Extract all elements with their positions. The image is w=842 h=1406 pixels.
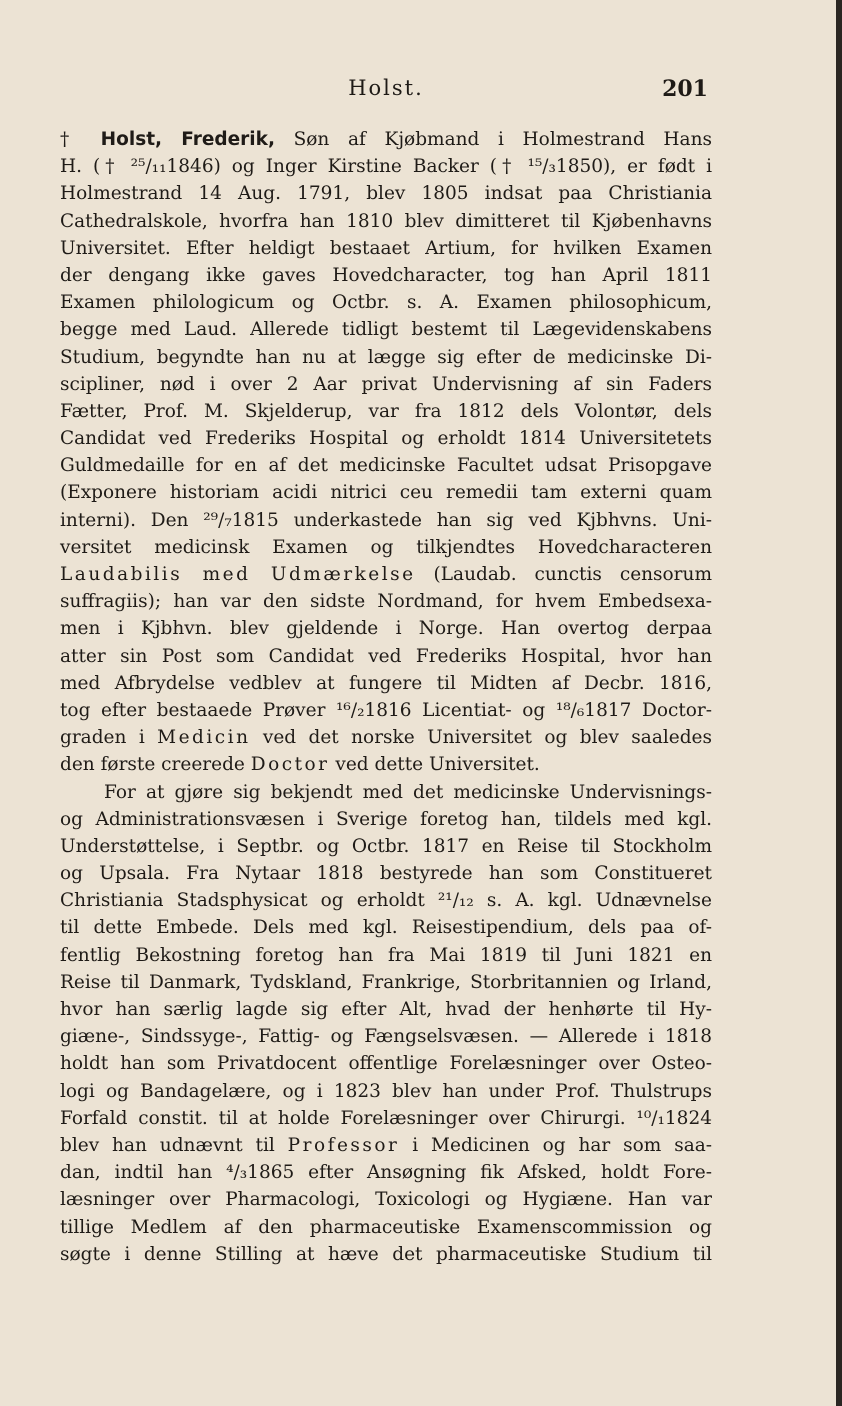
text-segment: ved dette Universitet. [329, 754, 540, 776]
text-line: Cathedralskole, hvorfra han 1810 blev dimitteret til Kjøbenhavns [60, 210, 712, 232]
text-line: interni). Den ²⁹/₇1815 underkastede han sig ved Kjbhvns. Uni- [60, 509, 712, 531]
spaced-text: Medicin [157, 727, 251, 749]
text-line: hvor han særlig lagde sig efter Alt, hvad der henhørte til Hy- [60, 999, 712, 1020]
text-line: (Exponere historiam acidi nitrici ceu remedii tam externi quam [60, 482, 712, 504]
text-line: tog efter bestaaede Prøver ¹⁶/₂1816 Licentiat- og ¹⁸/₆1817 Doctor- [60, 699, 712, 721]
text-line: Understøttelse, i Septbr. og Octbr. 1817 en Reise til Stockholm [60, 835, 712, 857]
text-line: Guldmedaille for en af det medicinske Facultet udsat Prisopgave [60, 455, 712, 477]
text-line: begge med Laud. Allerede tidligt bestemt til Lægevidenskabens [60, 319, 712, 341]
text-line-1-rest: Søn af Kjøbmand i Holmestrand Hans [274, 129, 712, 150]
text-line-23 [60, 724, 712, 751]
text-line: scipliner, nød i over 2 Aar privat Undervisning af sin Faders [60, 373, 712, 395]
page-number: 201 [662, 76, 708, 102]
running-head [60, 76, 712, 106]
text-line: Studium, begyndte han nu at lægge sig efter de medicinske Di- [60, 346, 712, 368]
text-segment: i Medicinen og har som saa- [399, 1134, 713, 1156]
text-line: Fætter, Prof. M. Skjelderup, var fra 1812 dels Volontør, dels [60, 400, 712, 422]
text-line-38 [60, 1132, 712, 1159]
spaced-text: Doctor [250, 754, 330, 776]
text-line: og Administrationsvæsen i Sverige foretog han, tildels med kgl. [60, 808, 712, 830]
spaced-text: Laudabilis med Udmærkelse [60, 564, 416, 585]
entry-text [60, 126, 712, 1268]
entry-name: Holst, Frederik, [100, 129, 275, 150]
text-line: atter sin Post som Candidat ved Frederiks Hospital, hvor han [60, 645, 712, 667]
text-line: Examen philologicum og Octbr. s. A. Examen philosophicum, [60, 292, 712, 314]
text-segment: (Laudab. cunctis censorum [415, 564, 712, 585]
text-line: Holmestrand 14 Aug. 1791, blev 1805 indsat paa Christiania [60, 183, 712, 205]
text-segment: den første creerede [60, 754, 251, 776]
text-line-1 [60, 126, 712, 153]
text-line: Forfald constit. til at holde Forelæsninger over Chirurgi. ¹⁰/₁1824 [60, 1107, 712, 1129]
text-line: og Upsala. Fra Nytaar 1818 bestyrede han som Constitueret [60, 863, 712, 885]
text-line: versitet medicinsk Examen og tilkjendtes Hovedcharacteren [60, 536, 712, 558]
text-line: For at gjøre sig bekjendt med det medicinske Undervisnings- [104, 781, 712, 803]
text-line-17 [60, 561, 712, 588]
text-line: Christiania Stadsphysicat og erholdt ²¹/₁₂ s. A. kgl. Udnævnelse [60, 890, 712, 912]
text-line: H. († ²⁵/₁₁1846) og Inger Kirstine Backer († ¹⁵/₃1850), er født i [60, 156, 712, 178]
text-line: dan, indtil han ⁴/₃1865 efter Ansøgning fik Afsked, holdt Fore- [60, 1162, 712, 1184]
text-segment: ved det norske Universitet og blev saaledes [250, 727, 712, 749]
text-line: fentlig Bekostning foretog han fra Mai 1819 til Juni 1821 en [60, 944, 712, 966]
text-line: Reise til Danmark, Tydskland, Frankrige, Storbritannien og Irland, [60, 971, 712, 993]
text-line: til dette Embede. Dels med kgl. Reisestipendium, dels paa of- [60, 917, 712, 939]
text-line: men i Kjbhvn. blev gjeldende i Norge. Han overtog derpaa [60, 618, 712, 640]
text-line: logi og Bandagelære, og i 1823 blev han under Prof. Thulstrups [60, 1080, 712, 1102]
text-line: Candidat ved Frederiks Hospital og erholdt 1814 Universitetets [60, 428, 712, 450]
text-line-24 [60, 751, 712, 778]
text-line: tillige Medlem af den pharmaceutiske Examenscommission og [60, 1216, 712, 1238]
text-segment: graden i [60, 727, 158, 749]
text-line: suffragiis); han var den sidste Nordmand, for hvem Embedsexa- [60, 591, 712, 613]
text-line: søgte i denne Stilling at hæve det pharmaceutiske Studium til [60, 1243, 712, 1265]
dagger-mark: † [60, 129, 83, 150]
text-segment: blev han udnævnt til [60, 1134, 288, 1156]
text-line: giæne-, Sindssyge-, Fattig- og Fængselsvæsen. — Allerede i 1818 [60, 1026, 712, 1048]
spaced-text: Professor [287, 1134, 400, 1156]
text-line: holdt han som Privatdocent offentlige Forelæsninger over Osteo- [60, 1053, 712, 1075]
text-line: med Afbrydelse vedblev at fungere til Midten af Decbr. 1816, [60, 672, 712, 694]
running-head-title: Holst. [348, 76, 424, 100]
text-line: der dengang ikke gaves Hovedcharacter, tog han April 1811 [60, 264, 712, 286]
text-line: læsninger over Pharmacologi, Toxicologi og Hygiæne. Han var [60, 1189, 712, 1211]
text-line: Universitet. Efter heldigt bestaaet Artium, for hvilken Examen [60, 237, 712, 259]
